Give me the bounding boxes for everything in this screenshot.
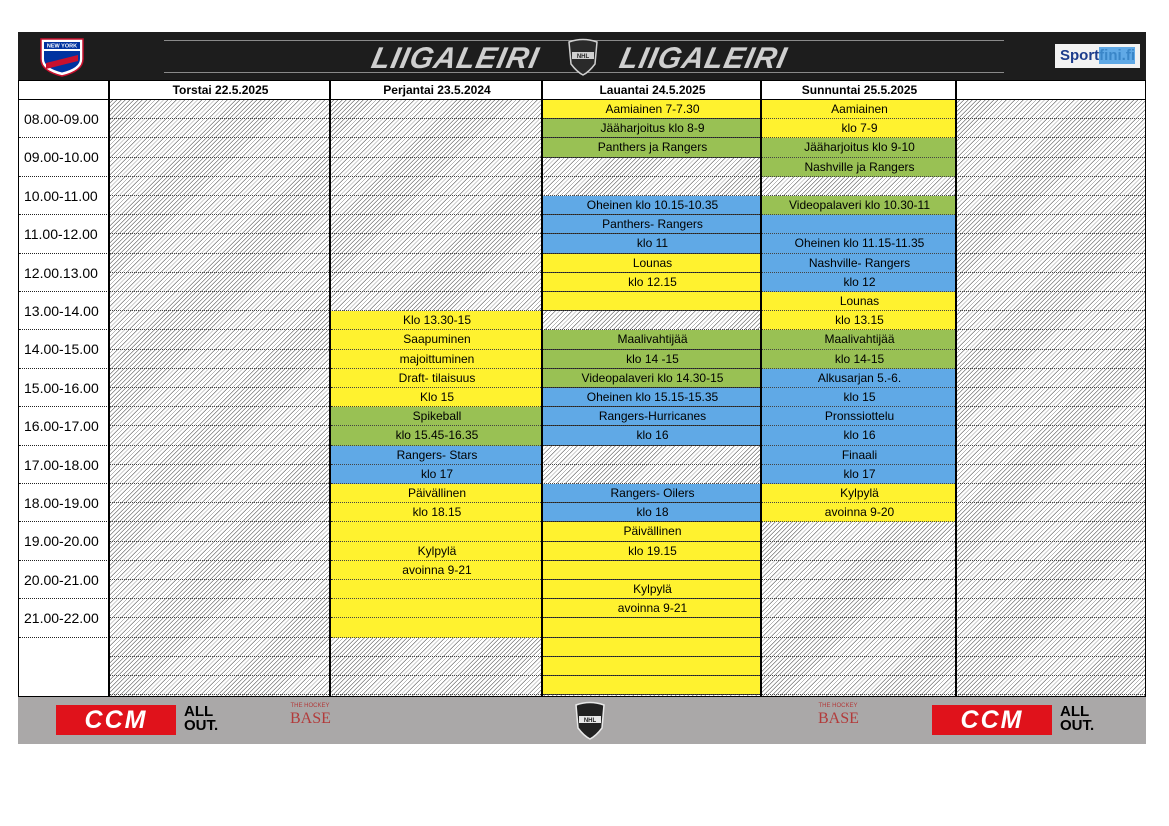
schedule-grid bbox=[18, 80, 1146, 697]
schedule-event: klo 15.45-16.35 bbox=[331, 426, 543, 445]
all-text: ALL bbox=[1060, 703, 1090, 720]
schedule-event: klo 18.15 bbox=[331, 503, 543, 522]
row-divider bbox=[110, 349, 1145, 350]
day-header: Lauantai 24.5.2025 bbox=[543, 81, 762, 100]
base-small-text: THE HOCKEY bbox=[290, 703, 330, 709]
schedule-event: avoinna 9-21 bbox=[331, 561, 543, 580]
row-divider bbox=[110, 387, 1145, 388]
day-header: Perjantai 23.5.2024 bbox=[331, 81, 543, 100]
svg-text:NEW YORK: NEW YORK bbox=[46, 43, 78, 50]
time-slot-label: 10.00-11.00 bbox=[19, 177, 109, 215]
schedule-event: Lounas bbox=[543, 254, 762, 273]
schedule-event: klo 16 bbox=[543, 426, 762, 445]
schedule-event: klo 17 bbox=[762, 465, 957, 484]
row-divider bbox=[110, 675, 1145, 676]
svg-text:NHL: NHL bbox=[576, 54, 590, 60]
schedule-event: Videopalaveri klo 14.30-15 bbox=[543, 369, 762, 388]
schedule-event: klo 7-9 bbox=[762, 119, 957, 138]
out-text: OUT. bbox=[184, 717, 219, 734]
schedule-event: Aamiainen bbox=[762, 100, 957, 119]
all-out-slogan-left bbox=[184, 705, 218, 733]
schedule-event bbox=[543, 292, 762, 311]
schedule-event: Oheinen klo 15.15-15.35 bbox=[543, 388, 762, 407]
day-column bbox=[957, 81, 1145, 696]
row-divider bbox=[110, 233, 1145, 234]
row-divider bbox=[110, 137, 1145, 138]
schedule-event: klo 17 bbox=[331, 465, 543, 484]
row-divider bbox=[110, 521, 1145, 522]
title-right: LIIGALEIRI bbox=[616, 42, 791, 75]
schedule-event: Maalivahtijää bbox=[762, 330, 957, 349]
schedule-event: Nashville ja Rangers bbox=[762, 158, 957, 177]
nhl-shield-footer-icon bbox=[570, 701, 610, 741]
day-header: Torstai 22.5.2025 bbox=[110, 81, 331, 100]
row-divider bbox=[110, 445, 1145, 446]
row-divider bbox=[110, 464, 1145, 465]
time-slot-label: 19.00-20.00 bbox=[19, 522, 109, 560]
row-divider bbox=[110, 291, 1145, 292]
ccm-logo-right: CCM bbox=[932, 705, 1052, 735]
schedule-event: Alkusarjan 5.-6. bbox=[762, 369, 957, 388]
time-slot-label: 12.00.13.00 bbox=[19, 254, 109, 292]
out-text: OUT. bbox=[1060, 717, 1095, 734]
hockey-base-logo-left bbox=[290, 703, 330, 728]
schedule-event: Oheinen klo 10.15-10.35 bbox=[543, 196, 762, 215]
row-divider bbox=[110, 541, 1145, 542]
row-divider bbox=[110, 694, 1145, 695]
day-column bbox=[762, 81, 957, 696]
schedule-event: klo 12 bbox=[762, 273, 957, 292]
schedule-event bbox=[331, 580, 543, 599]
schedule-event bbox=[543, 618, 762, 637]
schedule-event: klo 12.15 bbox=[543, 273, 762, 292]
sponsor-text-b: fini.fi bbox=[1099, 47, 1135, 64]
schedule-event: Draft- tilaisuus bbox=[331, 369, 543, 388]
schedule-event: Aamiainen 7-7.30 bbox=[543, 100, 762, 119]
column-divider bbox=[329, 81, 331, 696]
row-divider bbox=[110, 157, 1145, 158]
time-slot-label: 18.00-19.00 bbox=[19, 484, 109, 522]
schedule-event: Maalivahtijää bbox=[543, 330, 762, 349]
new-york-rangers-logo-icon bbox=[38, 35, 86, 77]
time-slot-label: 15.00-16.00 bbox=[19, 369, 109, 407]
all-out-slogan-right bbox=[1060, 705, 1094, 733]
column-divider bbox=[108, 81, 110, 696]
time-slot-label: 14.00-15.00 bbox=[19, 330, 109, 368]
schedule-event: Päivällinen bbox=[543, 522, 762, 541]
schedule-event: Spikeball bbox=[331, 407, 543, 426]
day-column bbox=[543, 81, 762, 696]
schedule-event: majoittuminen bbox=[331, 350, 543, 369]
row-divider bbox=[110, 598, 1145, 599]
row-divider bbox=[110, 656, 1145, 657]
title-left: LIIGALEIRI bbox=[368, 42, 543, 75]
schedule-event: Oheinen klo 11.15-11.35 bbox=[762, 234, 957, 253]
schedule-event: Videopalaveri klo 10.30-11 bbox=[762, 196, 957, 215]
schedule-event: Panthers ja Rangers bbox=[543, 138, 762, 157]
schedule-event: Lounas bbox=[762, 292, 957, 311]
row-divider bbox=[110, 214, 1145, 215]
column-divider bbox=[541, 81, 543, 696]
schedule-event bbox=[331, 522, 543, 541]
schedule-event: Klo 15 bbox=[331, 388, 543, 407]
row-divider bbox=[110, 118, 1145, 119]
schedule-event: Rangers- Oilers bbox=[543, 484, 762, 503]
sponsor-footer bbox=[18, 697, 1146, 744]
row-divider bbox=[110, 310, 1145, 311]
schedule-event: Kylpylä bbox=[331, 542, 543, 561]
all-text: ALL bbox=[184, 703, 214, 720]
time-slot-label: 08.00-09.00 bbox=[19, 100, 109, 138]
schedule-event: klo 14-15 bbox=[762, 350, 957, 369]
time-slot-label: 13.00-14.00 bbox=[19, 292, 109, 330]
row-divider bbox=[110, 617, 1145, 618]
base-large-text: BASE bbox=[818, 710, 859, 727]
header-bar bbox=[18, 32, 1146, 80]
time-slot-label: 20.00-21.00 bbox=[19, 561, 109, 599]
row-divider bbox=[110, 483, 1145, 484]
schedule-event bbox=[543, 638, 762, 657]
time-slot-label: 17.00-18.00 bbox=[19, 446, 109, 484]
day-column bbox=[331, 81, 543, 696]
hockey-base-logo-right bbox=[818, 703, 858, 728]
schedule-event: Pronssiottelu bbox=[762, 407, 957, 426]
base-small-text: THE HOCKEY bbox=[818, 703, 858, 709]
row-divider bbox=[110, 406, 1145, 407]
row-divider bbox=[110, 425, 1145, 426]
schedule-event: Klo 13.30-15 bbox=[331, 311, 543, 330]
schedule-event: klo 18 bbox=[543, 503, 762, 522]
row-divider bbox=[110, 195, 1145, 196]
day-header: Sunnuntai 25.5.2025 bbox=[762, 81, 957, 100]
schedule-event: klo 11 bbox=[543, 234, 762, 253]
time-slot-label: 11.00-12.00 bbox=[19, 215, 109, 253]
schedule-event: klo 14 -15 bbox=[543, 350, 762, 369]
schedule-event bbox=[762, 215, 957, 234]
schedule-event: Rangers- Stars bbox=[331, 446, 543, 465]
schedule-event: Kylpylä bbox=[543, 580, 762, 599]
time-column bbox=[19, 81, 109, 696]
schedule-event bbox=[543, 676, 762, 695]
row-divider bbox=[110, 579, 1145, 580]
column-divider bbox=[955, 81, 957, 696]
column-divider bbox=[760, 81, 762, 696]
schedule-event bbox=[543, 561, 762, 580]
row-divider bbox=[110, 253, 1145, 254]
row-divider bbox=[110, 637, 1145, 638]
schedule-event: avoinna 9-21 bbox=[543, 599, 762, 618]
day-header bbox=[957, 81, 1145, 100]
schedule-event: Kylpylä bbox=[762, 484, 957, 503]
schedule-event bbox=[331, 599, 543, 618]
time-slot-label: 09.00-10.00 bbox=[19, 138, 109, 176]
schedule-event: klo 16 bbox=[762, 426, 957, 445]
schedule-event: avoinna 9-20 bbox=[762, 503, 957, 522]
schedule-event: klo 15 bbox=[762, 388, 957, 407]
row-divider bbox=[110, 329, 1145, 330]
row-divider bbox=[110, 176, 1145, 177]
day-column bbox=[110, 81, 331, 696]
schedule-event: Rangers-Hurricanes bbox=[543, 407, 762, 426]
time-column-header bbox=[19, 81, 109, 100]
nhl-shield-logo-icon bbox=[563, 38, 603, 76]
schedule-event: Saapuminen bbox=[331, 330, 543, 349]
sponsor-text-a: Sport bbox=[1060, 47, 1100, 64]
row-divider bbox=[110, 368, 1145, 369]
title-banner bbox=[358, 38, 808, 74]
sportfinland-logo bbox=[1055, 44, 1140, 68]
schedule-event: Jääharjoitus klo 8-9 bbox=[543, 119, 762, 138]
time-slot-label: 16.00-17.00 bbox=[19, 407, 109, 445]
schedule-event: Päivällinen bbox=[331, 484, 543, 503]
schedule-event: Panthers- Rangers bbox=[543, 215, 762, 234]
row-divider bbox=[110, 502, 1145, 503]
svg-text:NHL: NHL bbox=[583, 718, 597, 724]
schedule-event: Nashville- Rangers bbox=[762, 254, 957, 273]
schedule-event bbox=[543, 657, 762, 676]
schedule-event: Jääharjoitus klo 9-10 bbox=[762, 138, 957, 157]
schedule-event: Finaali bbox=[762, 446, 957, 465]
time-slot-label: 21.00-22.00 bbox=[19, 599, 109, 637]
schedule-event: klo 13.15 bbox=[762, 311, 957, 330]
row-divider bbox=[110, 560, 1145, 561]
base-large-text: BASE bbox=[290, 710, 331, 727]
ccm-logo-left: CCM bbox=[56, 705, 176, 735]
schedule-event bbox=[331, 618, 543, 637]
row-divider bbox=[110, 272, 1145, 273]
schedule-event: klo 19.15 bbox=[543, 542, 762, 561]
